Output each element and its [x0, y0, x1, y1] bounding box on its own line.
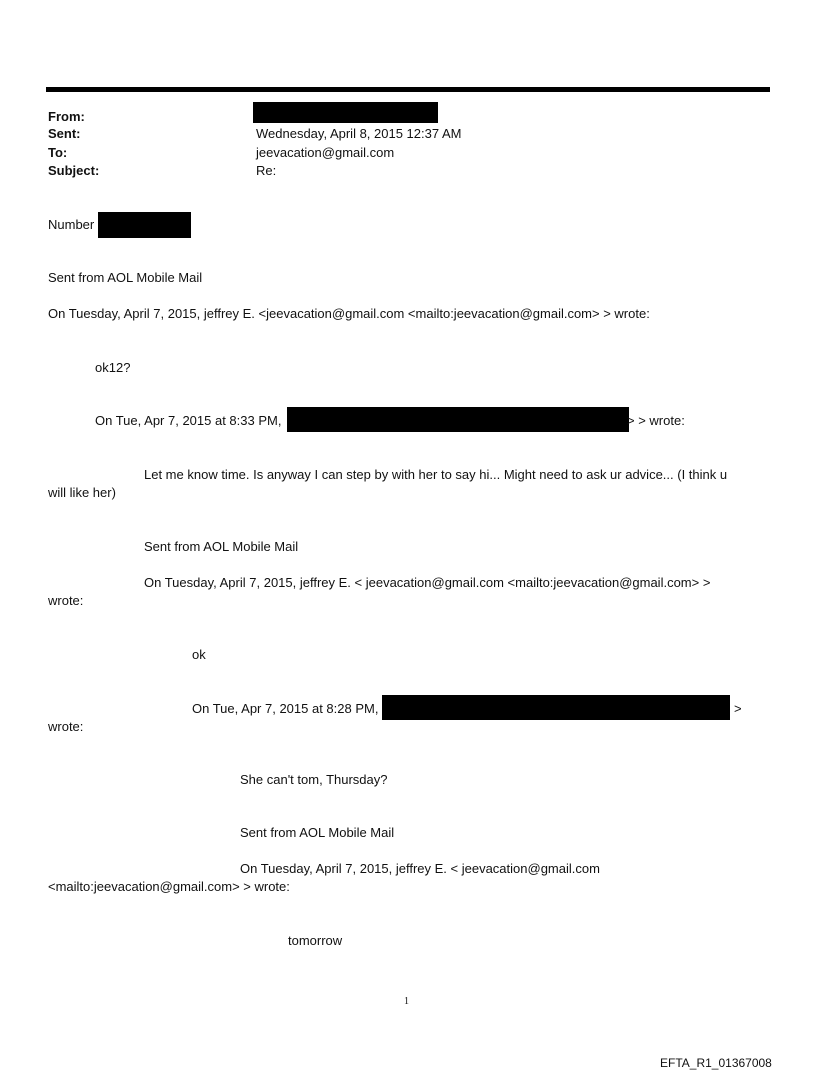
footer-document-id: EFTA_R1_01367008 [660, 1056, 772, 1070]
let-me-know-line-1: Let me know time. Is anyway I can step by with her to say hi... Might need to ask ur advice... (I think u [144, 467, 728, 482]
subject-value: Re: [256, 163, 277, 178]
on-tuesday-line-2a: On Tuesday, April 7, 2015, jeffrey E. < jeevacation@gmail.com <mailto:jeevacation@gmail.com> > [144, 575, 711, 590]
number-text: Number [48, 217, 95, 232]
page-number: 1 [404, 996, 409, 1007]
on-tue-833-tail: > > wrote: [627, 413, 685, 428]
tomorrow-line: tomorrow [288, 933, 343, 948]
on-tue-828-wrote: wrote: [48, 719, 84, 734]
to-label: To: [48, 145, 68, 160]
sent-from-aol-2: Sent from AOL Mobile Mail [144, 539, 299, 554]
on-tue-833-line: On Tue, Apr 7, 2015 at 8:33 PM, [95, 413, 282, 428]
ok12-line: ok12? [95, 360, 131, 375]
to-value: jeevacation@gmail.com [256, 145, 395, 160]
she-cant-line: She can't tom, Thursday? [240, 772, 388, 787]
sent-value: Wednesday, April 8, 2015 12:37 AM [256, 126, 462, 141]
sent-from-aol-3: Sent from AOL Mobile Mail [240, 825, 395, 840]
on-tue-828-line: On Tue, Apr 7, 2015 at 8:28 PM, [192, 701, 379, 716]
on-tuesday-line-3b: <mailto:jeevacation@gmail.com> > wrote: [48, 879, 290, 894]
subject-label: Subject: [48, 163, 100, 178]
on-tuesday-line-3a: On Tuesday, April 7, 2015, jeffrey E. < jeevacation@gmail.com [240, 861, 600, 876]
on-tuesday-line-2b: wrote: [48, 593, 84, 608]
on-tue-828-tail: > [734, 701, 742, 716]
redacted-number [98, 212, 191, 238]
redacted-sender-828 [382, 695, 730, 720]
from-label: From: [48, 109, 85, 124]
redacted-from-value [253, 102, 438, 123]
ok-line: ok [192, 647, 206, 662]
redacted-sender-833 [287, 407, 629, 432]
header-rule [46, 87, 770, 92]
let-me-know-line-2: will like her) [48, 485, 116, 500]
sent-from-aol-1: Sent from AOL Mobile Mail [48, 270, 203, 285]
sent-label: Sent: [48, 126, 81, 141]
on-tuesday-line-1: On Tuesday, April 7, 2015, jeffrey E. <jeevacation@gmail.com <mailto:jeevacation@gmail.com> > wrote: [48, 306, 650, 321]
